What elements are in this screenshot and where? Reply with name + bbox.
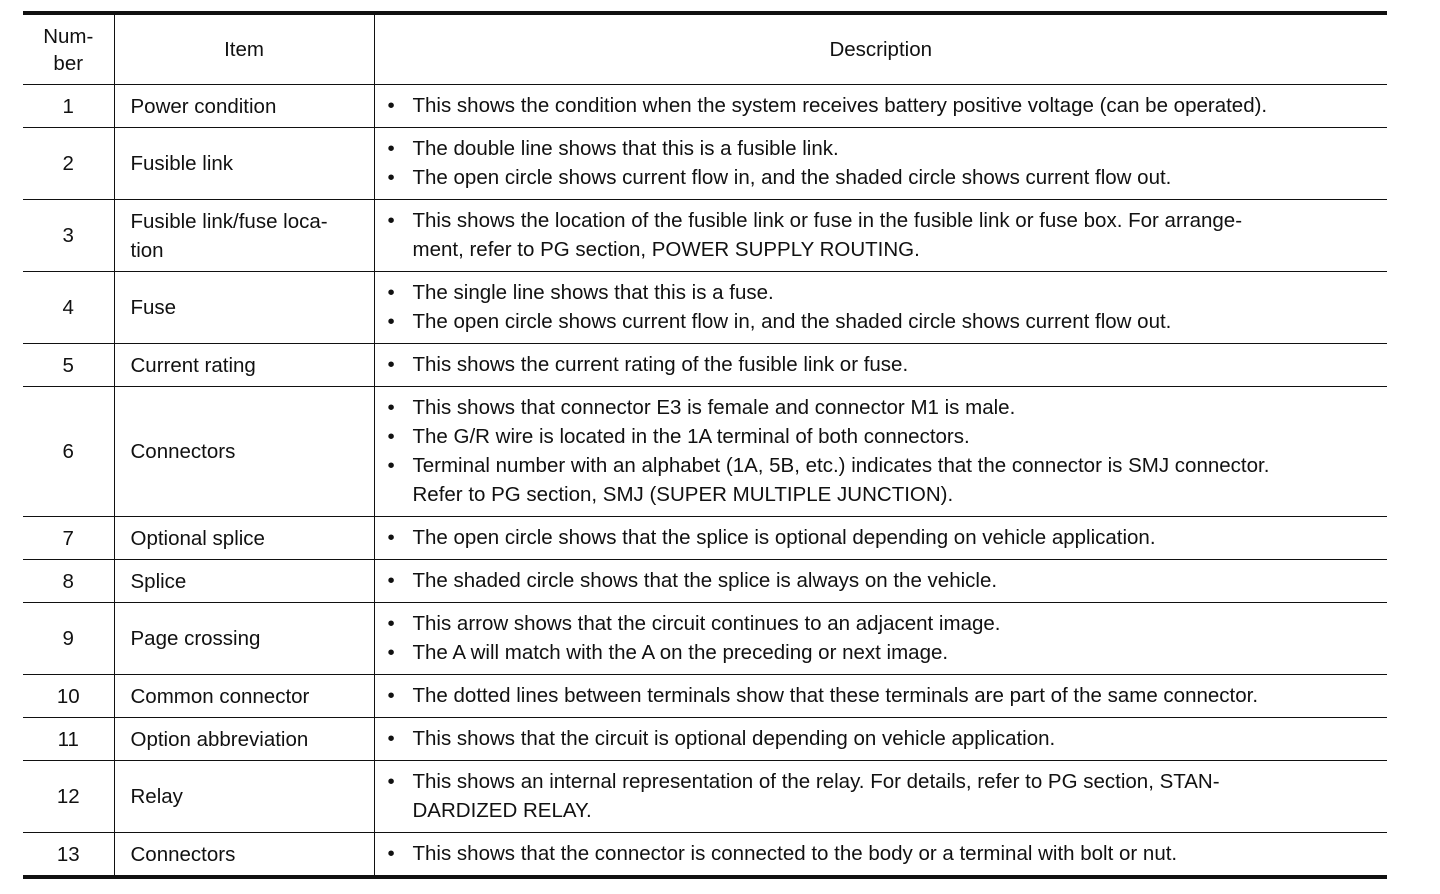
row-number: 4 (23, 272, 114, 344)
legend-table (23, 11, 1387, 879)
description-bullet-list (388, 681, 1382, 710)
description-bullet: • The open circle shows current flow in, and the shaded circle shows current flow out. (388, 307, 1382, 336)
description-bullet: • Terminal number with an alphabet (1A, 5B, etc.) indicates that the connector is SMJ connector. Refer to PG section, SMJ (SUPER MULTIPLE JUNCTION). (388, 451, 1382, 509)
row-description (374, 718, 1387, 761)
description-bullet: • The dotted lines between terminals show that these terminals are part of the same connector. (388, 681, 1382, 710)
table-row (23, 560, 1387, 603)
description-bullet-list (388, 278, 1382, 336)
row-item: Page crossing (114, 603, 374, 675)
description-bullet-list (388, 91, 1382, 120)
description-bullet-list (388, 134, 1382, 192)
description-bullet: • The shaded circle shows that the splice is always on the vehicle. (388, 566, 1382, 595)
row-number: 11 (23, 718, 114, 761)
row-description (374, 387, 1387, 517)
row-number: 10 (23, 675, 114, 718)
table-row (23, 517, 1387, 560)
description-bullet-list (388, 523, 1382, 552)
row-item: Power condition (114, 85, 374, 128)
row-item: Current rating (114, 344, 374, 387)
row-item: Fuse (114, 272, 374, 344)
number-column-header: Num- ber (23, 13, 114, 85)
table-row (23, 128, 1387, 200)
row-number: 13 (56, 842, 80, 866)
row-item: Relay (114, 761, 374, 833)
description-bullet: • The G/R wire is located in the 1A terminal of both connectors. (388, 422, 1382, 451)
row-description (374, 833, 1387, 878)
item-column-header: Item (114, 13, 374, 85)
row-item: Connectors (114, 387, 374, 517)
description-column-header: Description (374, 13, 1387, 85)
description-bullet-list (388, 566, 1382, 595)
row-item: Fusible link (114, 128, 374, 200)
description-bullet-list (388, 767, 1382, 825)
row-number: 6 (23, 387, 114, 517)
row-description (374, 675, 1387, 718)
row-description (374, 517, 1387, 560)
row-number: 5 (23, 344, 114, 387)
description-bullet-list (388, 839, 1382, 868)
description-bullet: • This shows that the connector is connected to the body or a terminal with bolt or nut. (388, 839, 1382, 868)
description-bullet-list (388, 393, 1382, 509)
description-bullet: • This shows the condition when the system receives battery positive voltage (can be operated). (388, 91, 1382, 120)
description-bullet-list (388, 350, 1382, 379)
row-item: Option abbreviation (114, 718, 374, 761)
row-number: 3 (23, 200, 114, 272)
description-bullet: • This shows the location of the fusible link or fuse in the fusible link or fuse box. For arrange- ment, refer to PG section, POWER SUPPLY ROUTING. (388, 206, 1382, 264)
table-row (23, 675, 1387, 718)
description-bullet-list (388, 724, 1382, 753)
description-bullet: • This arrow shows that the circuit continues to an adjacent image. (388, 609, 1382, 638)
row-description (374, 603, 1387, 675)
table-row (23, 344, 1387, 387)
row-item: Optional splice (114, 517, 374, 560)
row-item: Common connector (114, 675, 374, 718)
row-description (374, 560, 1387, 603)
description-bullet: • The double line shows that this is a fusible link. (388, 134, 1382, 163)
row-number: 7 (23, 517, 114, 560)
row-description (374, 272, 1387, 344)
description-bullet: • This shows an internal representation of the relay. For details, refer to PG section, STAN- DARDIZED RELAY. (388, 767, 1382, 825)
table-row (23, 718, 1387, 761)
description-bullet: • This shows the current rating of the fusible link or fuse. (388, 350, 1382, 379)
table-body (23, 85, 1387, 878)
table-row (23, 761, 1387, 833)
row-number: 2 (23, 128, 114, 200)
row-description (374, 85, 1387, 128)
row-item: Connectors (114, 833, 374, 878)
row-number: 12 (23, 761, 114, 833)
table-row (23, 272, 1387, 344)
row-item: Splice (114, 560, 374, 603)
header-row (23, 13, 1387, 85)
description-bullet: • The open circle shows current flow in, and the shaded circle shows current flow out. (388, 163, 1382, 192)
row-number: 8 (23, 560, 114, 603)
row-description (374, 344, 1387, 387)
row-number: 9 (23, 603, 114, 675)
row-item: Fusible link/fuse loca- tion (114, 200, 374, 272)
description-bullet-list (388, 206, 1382, 264)
description-bullet: • The single line shows that this is a fuse. (388, 278, 1382, 307)
description-bullet-list (388, 609, 1382, 667)
row-description (374, 200, 1387, 272)
description-bullet: • This shows that connector E3 is female and connector M1 is male. (388, 393, 1382, 422)
table-row (23, 200, 1387, 272)
description-bullet: • The A will match with the A on the preceding or next image. (388, 638, 1382, 667)
row-description (374, 128, 1387, 200)
table-row (23, 603, 1387, 675)
table-row (23, 387, 1387, 517)
table-row (23, 833, 1387, 878)
description-bullet: • The open circle shows that the splice is optional depending on vehicle application. (388, 523, 1382, 552)
description-bullet: • This shows that the circuit is optional depending on vehicle application. (388, 724, 1382, 753)
table-row (23, 85, 1387, 128)
row-number: 1 (23, 85, 114, 128)
row-description (374, 761, 1387, 833)
